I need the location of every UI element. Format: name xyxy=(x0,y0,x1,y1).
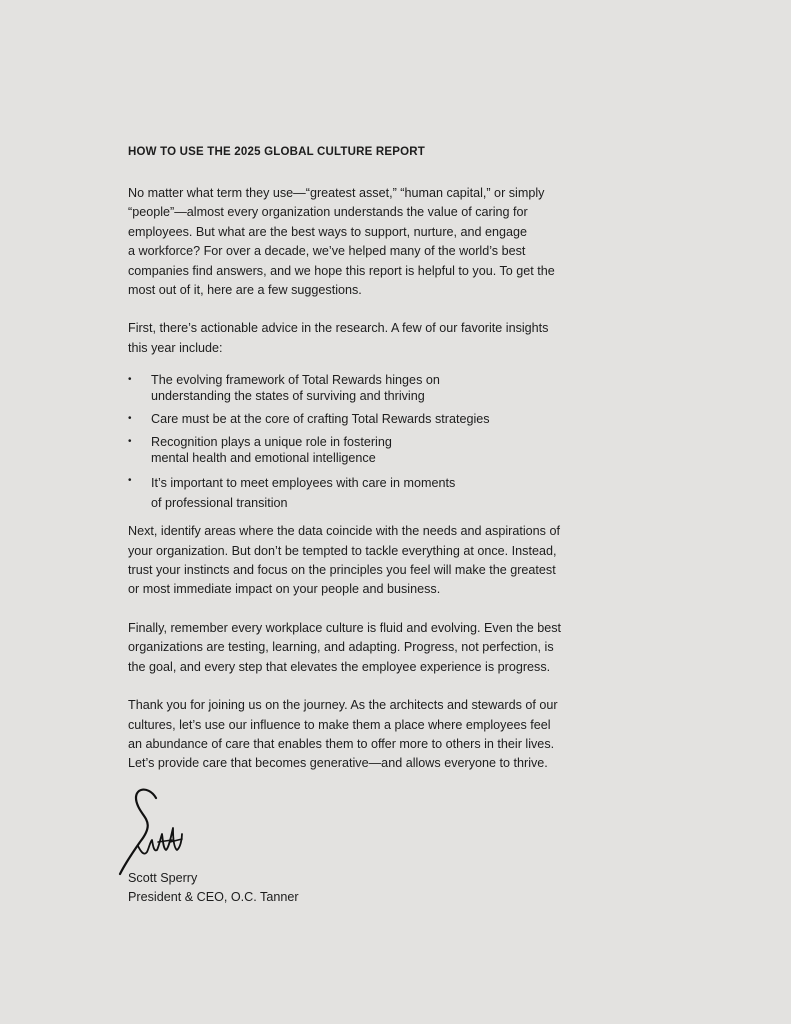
text-line: Recognition plays a unique role in fostering xyxy=(151,435,392,450)
signer-block xyxy=(128,869,299,908)
text-line: Thank you for joining us on the journey. As the architects and stewards of our xyxy=(128,698,558,713)
signature-image xyxy=(116,782,192,878)
text-line: cultures, let’s use our influence to make them a place where employees feel xyxy=(128,717,551,732)
signer-title: President & CEO, O.C. Tanner xyxy=(128,890,299,905)
insights-list xyxy=(128,372,638,513)
intro-paragraph xyxy=(128,184,638,300)
text-line: It’s important to meet employees with care in moments xyxy=(151,476,456,491)
text-line: First, there’s actionable advice in the research. A few of our favorite insights xyxy=(128,321,549,336)
text-line: this year include: xyxy=(128,340,223,355)
text-line: most out of it, here are a few suggestions. xyxy=(128,283,362,298)
text-line: Finally, remember every workplace culture is fluid and evolving. Even the best xyxy=(128,620,562,635)
text-line: the goal, and every step that elevates the employee experience is progress. xyxy=(128,659,551,674)
first-paragraph xyxy=(128,319,638,358)
list-item xyxy=(128,434,638,466)
text-line: a workforce? For over a decade, we’ve helped many of the world’s best xyxy=(128,244,526,259)
text-line: “people”—almost every organization understands the value of caring for xyxy=(128,205,528,220)
text-line: or most immediate impact on your people and business. xyxy=(128,582,441,597)
text-line: Next, identify areas where the data coincide with the needs and aspirations of xyxy=(128,524,560,539)
text-line: understanding the states of surviving and thriving xyxy=(151,389,425,404)
list-item xyxy=(128,372,638,404)
text-line: Care must be at the core of crafting Total Rewards strategies xyxy=(151,412,490,427)
text-line: mental health and emotional intelligence xyxy=(151,451,376,466)
text-line: organizations are testing, learning, and adapting. Progress, not perfection, is xyxy=(128,640,554,655)
text-line: of professional transition xyxy=(151,496,288,511)
text-line: trust your instincts and focus on the principles you feel will make the greatest xyxy=(128,563,556,578)
text-line: companies find answers, and we hope this report is helpful to you. To get the xyxy=(128,263,555,278)
text-line: The evolving framework of Total Rewards hinges on xyxy=(151,373,440,388)
list-item xyxy=(128,411,638,427)
bullet-icon: • xyxy=(128,374,132,386)
bullet-icon: • xyxy=(128,475,132,487)
text-line: employees. But what are the best ways to support, nurture, and engage xyxy=(128,224,528,239)
thanks-paragraph xyxy=(128,696,638,774)
list-item xyxy=(128,473,638,513)
text-line: your organization. But don’t be tempted to tackle everything at once. Instead, xyxy=(128,543,557,558)
text-line: No matter what term they use—“greatest asset,” “human capital,” or simply xyxy=(128,186,545,200)
finally-paragraph xyxy=(128,619,638,677)
bullet-icon: • xyxy=(128,413,132,425)
text-line: an abundance of care that enables them to offer more to others in their lives. xyxy=(128,736,555,751)
bullet-icon: • xyxy=(128,436,132,448)
page-title: HOW TO USE THE 2025 GLOBAL CULTURE REPORT xyxy=(128,146,426,158)
next-paragraph xyxy=(128,522,638,600)
letter-body xyxy=(128,144,638,793)
text-line: Let’s provide care that becomes generative—and allows everyone to thrive. xyxy=(128,756,548,771)
signer-name: Scott Sperry xyxy=(128,871,198,885)
